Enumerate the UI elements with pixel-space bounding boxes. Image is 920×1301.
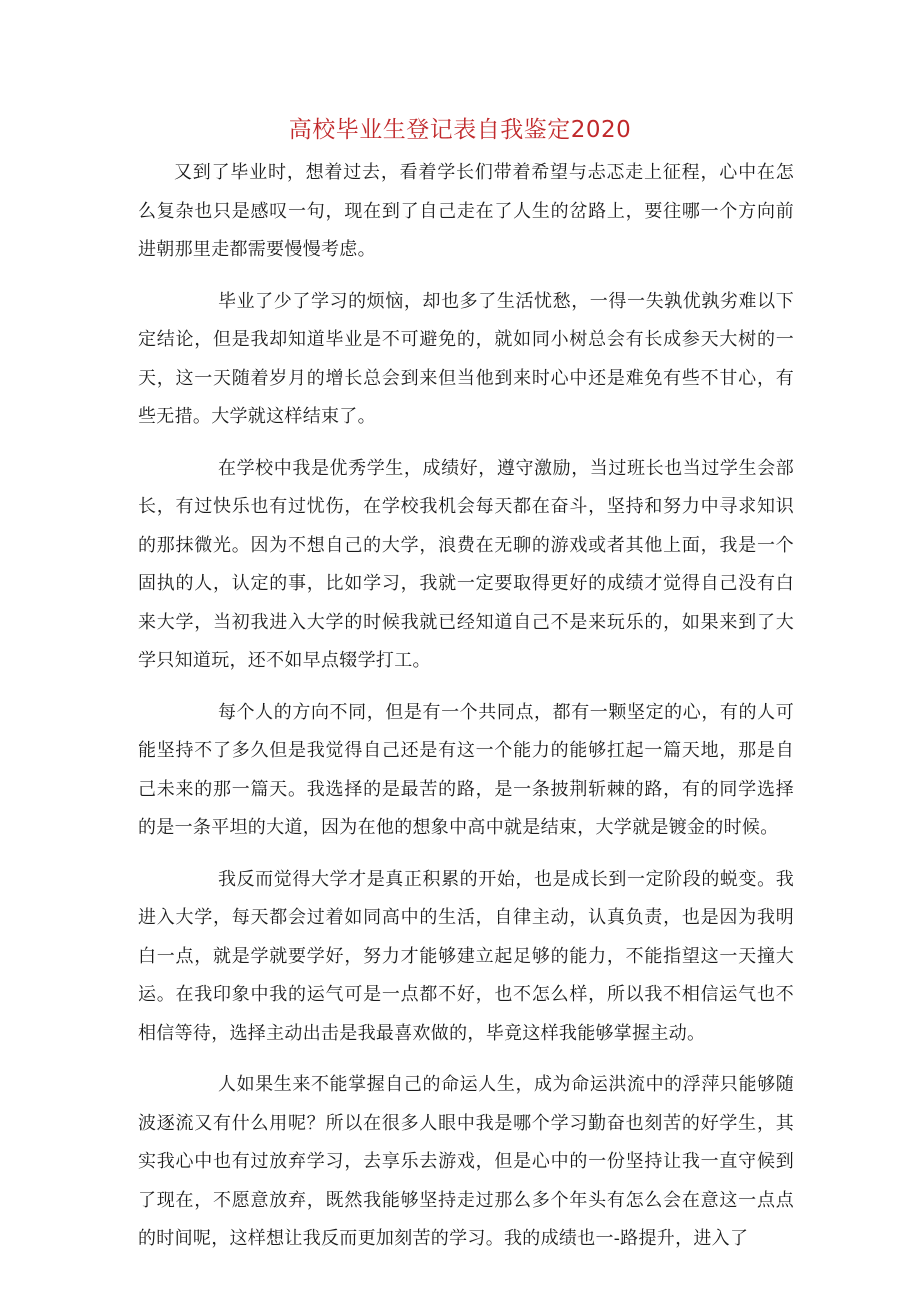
paragraph-4: 每个人的方向不同，但是有一个共同点，都有一颗坚定的心，有的人可能坚持不了多久但是我觉得自己还是有这一个能力的能够扛起一篇天地，那是自己未来的那一篇天。我选择的是最苦的路，是一条披荆斩棘的路，有的同学选择的是一条平坦的大道，因为在他的想象中高中就是结束，大学就是镀金的时候。 — [138, 701, 794, 838]
paragraph-2: 毕业了少了学习的烦恼，却也多了生活忧愁，一得一失孰优孰劣难以下定结论，但是我却知道毕业是不可避免的，就如同小树总会有长成参天大树的一天，这一天随着岁月的增长总会到来但当他到来时心中还是难免有些不甘心，有些无措。大学就这样结束了。 — [138, 290, 794, 427]
paragraph-3: 在学校中我是优秀学生，成绩好，遵守激励，当过班长也当过学生会部长，有过快乐也有过忧伤，在学校我机会每天都在奋斗，坚持和努力中寻求知识的那抹微光。因为不想自己的大学，浪费在无聊的游戏或者其他上面，我是一个固执的人，认定的事，比如学习，我就一定要取得更好的成绩才觉得自己没有白来大学，当初我进入大学的时候我就已经知道自己不是来玩乐的，如果来到了大学只知道玩，还不如早点辍学打工。 — [138, 457, 794, 671]
paragraph-1: 又到了毕业时，想着过去，看着学长们带着希望与忐忑走上征程，心中在怎么复杂也只是感叹一句，现在到了自己走在了人生的岔路上，要往哪一个方向前进朝那里走都需要慢慢考虑。 — [138, 162, 794, 260]
document-body — [138, 154, 794, 1272]
paragraph-6: 人如果生来不能掌握自己的命运人生，成为命运洪流中的浮萍只能够随波逐流又有什么用呢？所以在很多人眼中我是哪个学习勤奋也刻苦的好学生，其实我心中也有过放弃学习，去享乐去游戏，但是心中的一份坚持让我一直守候到了现在，不愿意放弃，既然我能够坚持走过那么多个年头有怎么会在意这一点点的时间呢，这样想让我反而更加刻苦的学习。我的成绩也一-路提升，进入了 — [138, 1074, 794, 1249]
paragraph-5: 我反而觉得大学才是真正积累的开始，也是成长到一定阶段的蜕变。我进入大学，每天都会过着如同高中的生活，自律主动，认真负责，也是因为我明白一点，就是学就要学好，努力才能够建立起足够的能力，不能指望这一天撞大运。在我印象中我的运气可是一点都不好，也不怎么样，所以我不相信运气也不相信等待，选择主动出击是我最喜欢做的，毕竟这样我能够掌握主动。 — [138, 868, 794, 1044]
document-title: 高校毕业生登记表自我鉴定2020 — [288, 117, 632, 143]
